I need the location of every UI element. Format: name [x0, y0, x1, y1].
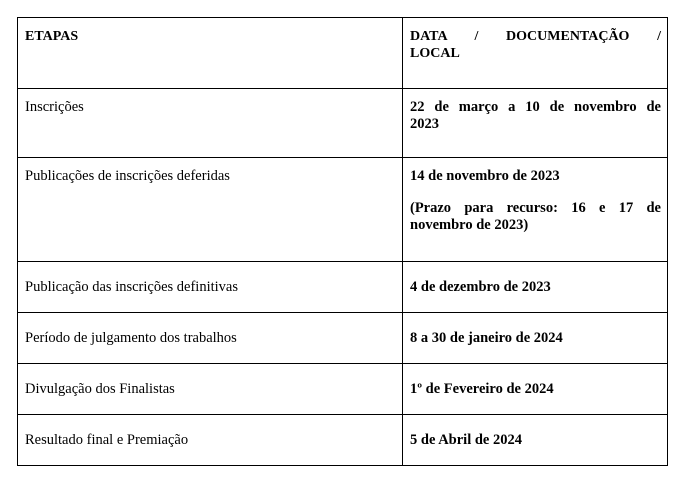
date-value-line2: 2023 — [410, 116, 439, 132]
stage-cell — [18, 313, 403, 364]
date-cell — [403, 313, 668, 364]
stage-label: Publicação das inscrições definitivas — [25, 279, 239, 295]
date-cell — [403, 364, 668, 415]
date-value: 4 de dezembro de 2023 — [410, 279, 551, 295]
date-value: 8 a 30 de janeiro de 2024 — [410, 330, 563, 346]
date-value-line1: 22 de março a 10 de novembro de — [410, 99, 661, 115]
date-cell — [403, 89, 668, 158]
table-header-row — [18, 18, 668, 89]
table-row — [18, 313, 668, 364]
schedule-table — [17, 17, 668, 466]
table-row — [18, 262, 668, 313]
stage-cell — [18, 89, 403, 158]
header-date-cell — [403, 18, 668, 89]
date-cell — [403, 415, 668, 466]
header-date-label-line1: DATA / DOCUMENTAÇÃO / — [410, 29, 661, 44]
table-row — [18, 364, 668, 415]
stage-cell — [18, 158, 403, 262]
stage-label: Período de julgamento dos trabalhos — [25, 330, 237, 346]
table-row — [18, 89, 668, 158]
appeal-note-line2: novembro de 2023) — [410, 217, 529, 233]
date-cell — [403, 262, 668, 313]
date-value: 5 de Abril de 2024 — [410, 432, 522, 448]
appeal-note-line1: (Prazo para recurso: 16 e 17 de — [410, 200, 661, 216]
stage-label: Publicações de inscrições deferidas — [25, 168, 230, 184]
header-date-label-line2: LOCAL — [410, 46, 460, 61]
header-stage-cell — [18, 18, 403, 89]
date-value: 14 de novembro de 2023 — [410, 168, 560, 184]
stage-cell — [18, 415, 403, 466]
stage-label: Resultado final e Premiação — [25, 432, 189, 448]
stage-cell — [18, 262, 403, 313]
stage-label: Inscrições — [25, 99, 84, 115]
stage-label: Divulgação dos Finalistas — [25, 381, 175, 397]
date-cell — [403, 158, 668, 262]
stage-cell — [18, 364, 403, 415]
table-row — [18, 415, 668, 466]
date-value: 1º de Fevereiro de 2024 — [410, 381, 554, 397]
table-row — [18, 158, 668, 262]
header-stage-label: ETAPAS — [25, 29, 79, 44]
